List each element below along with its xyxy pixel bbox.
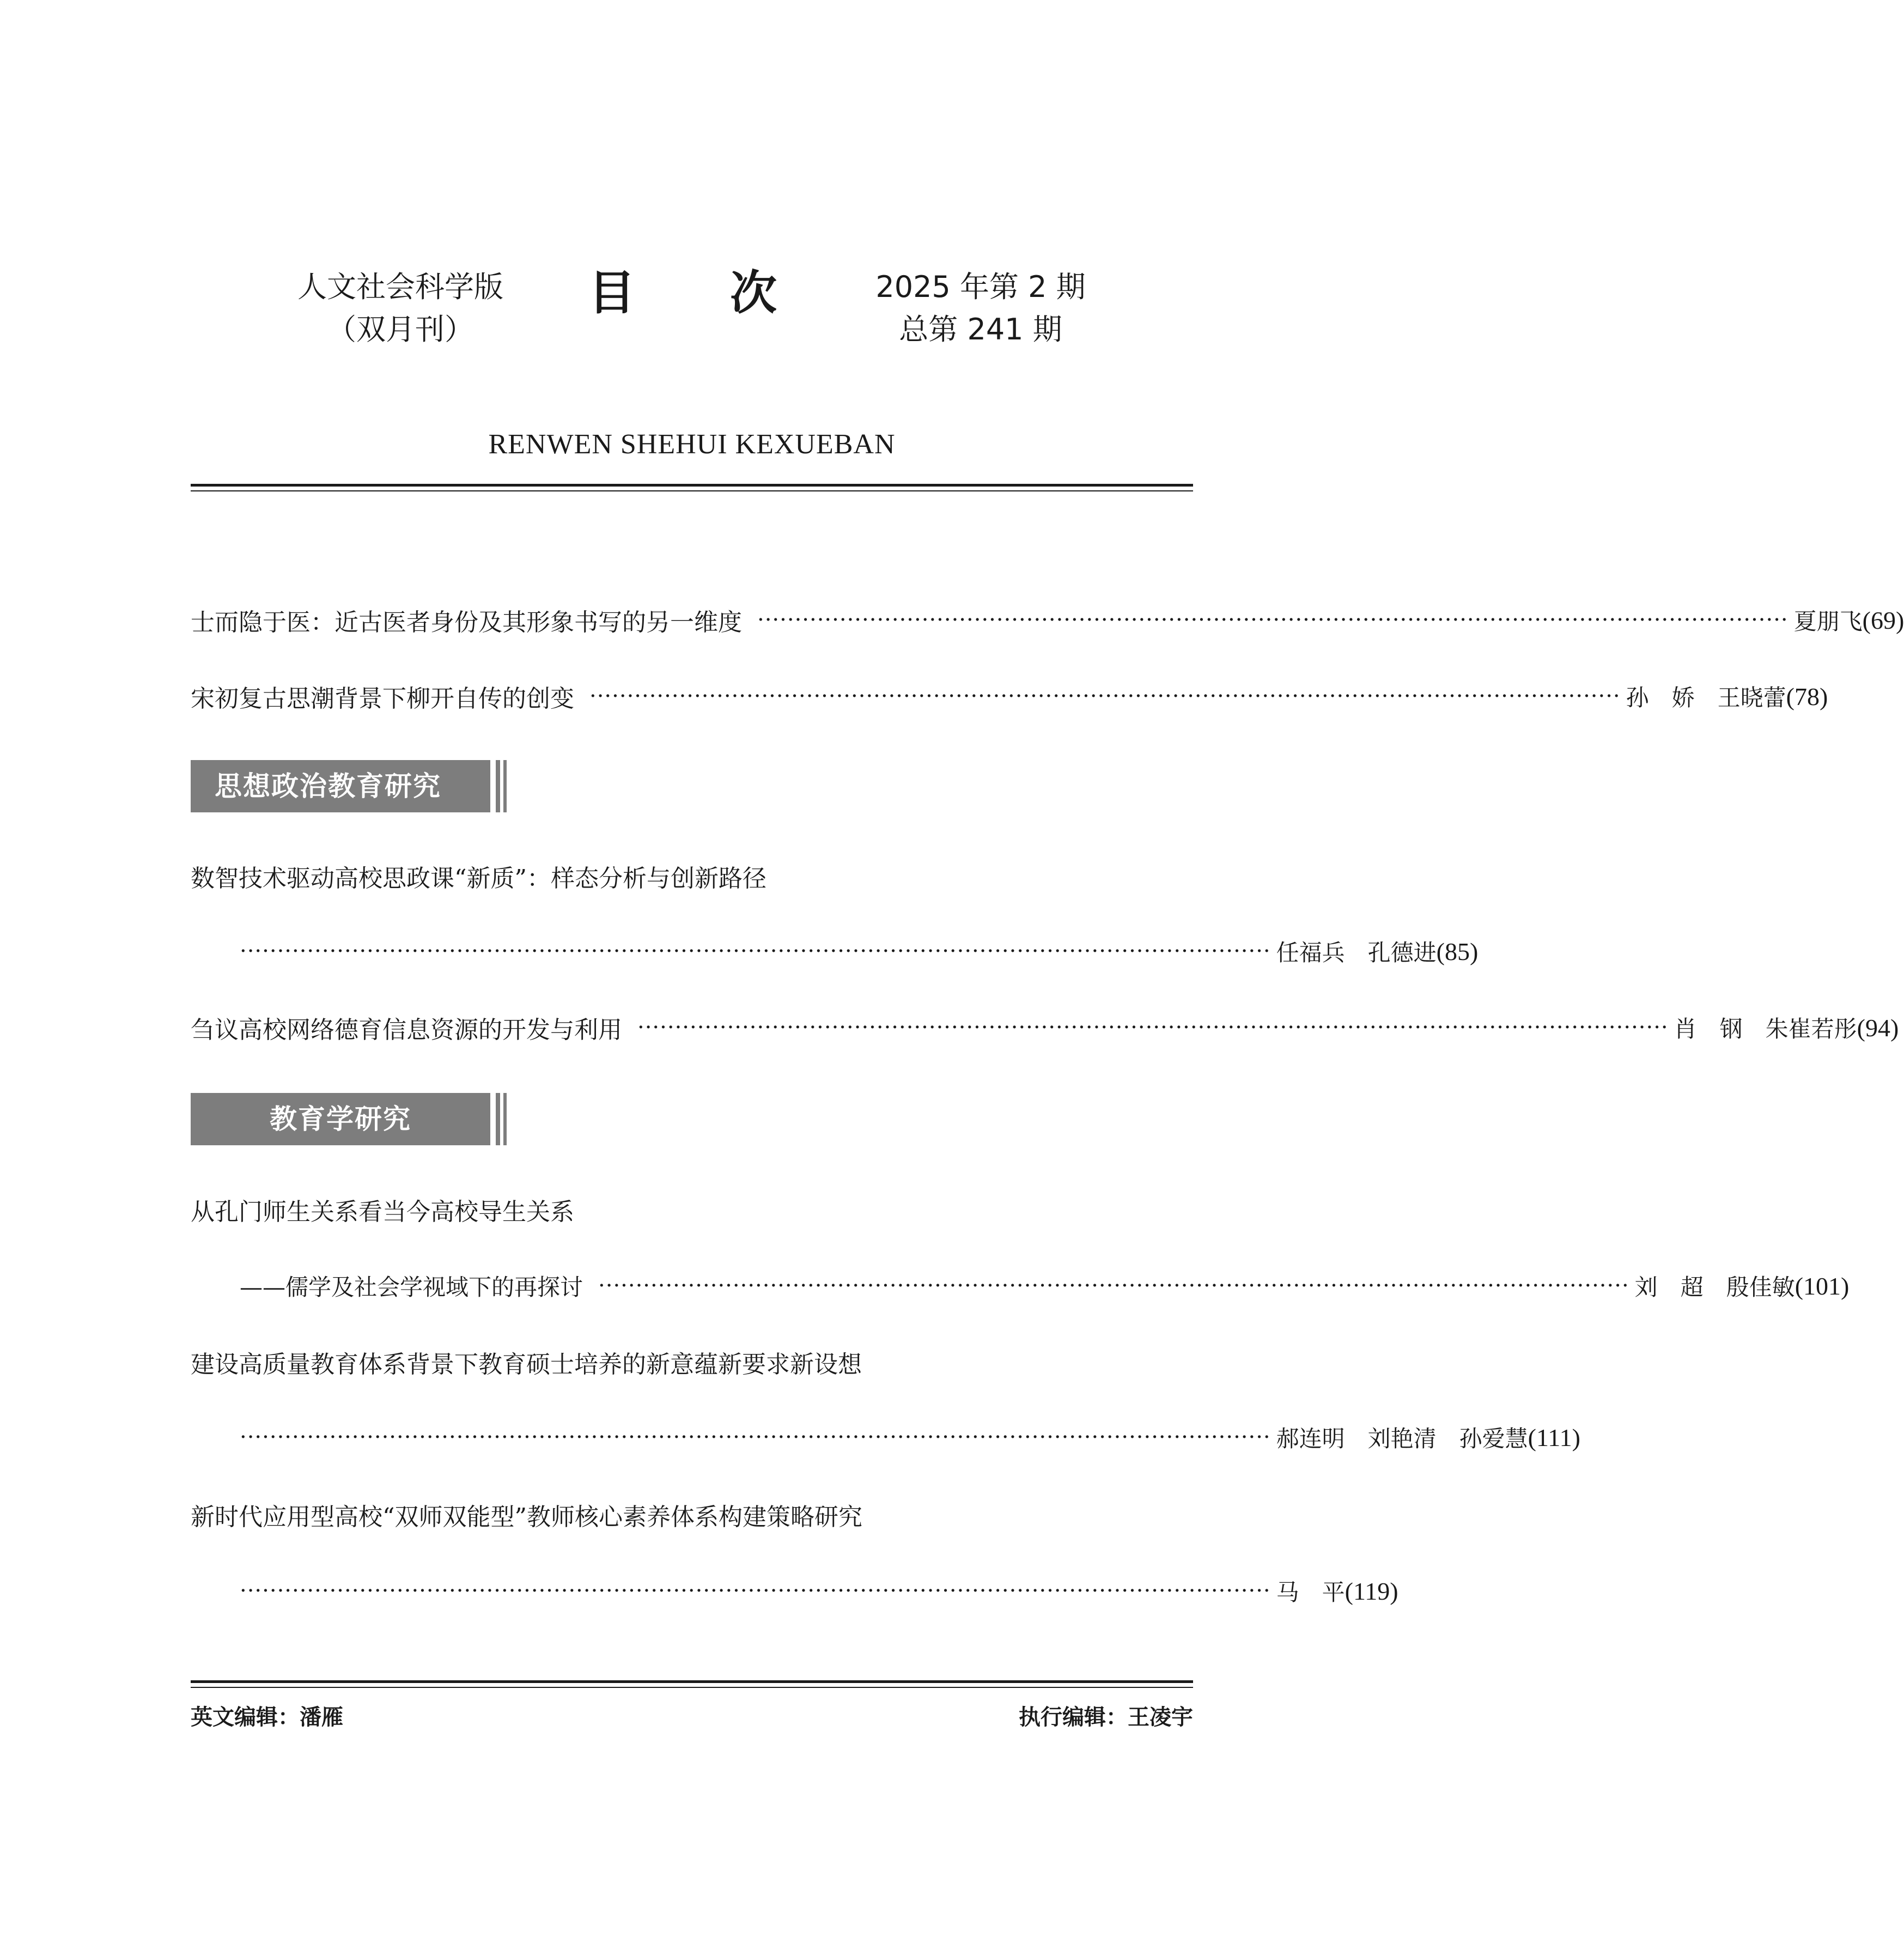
section-header-bar [496,1093,500,1145]
header-rule-thin [191,490,1193,491]
toc-entry[interactable] [191,1007,1899,1048]
footer-rule-thick [191,1680,1193,1683]
article-title: 士而隐于医：近古医者身份及其形象书写的另一维度 [191,609,742,636]
toc-entry[interactable] [191,676,1828,717]
leader-dots: ·········································································································································· [637,1015,1669,1040]
section-header-bar [503,760,507,812]
toc-entry-continuation[interactable] [240,1570,1398,1612]
toc-title-char-2: 次 [730,266,777,320]
article-title: 新时代应用型高校“双师双能型”教师核心素养体系构建策略研究 [191,1503,862,1531]
article-author: 任福兵 孔德进 [1276,939,1437,966]
edition-frequency: （双月刊） [327,312,474,347]
header-rule-thick [191,484,1193,487]
toc-title-char-1: 目 [588,266,635,320]
section-label: 思想政治教育研究 [191,760,490,812]
journal-edition [272,266,528,351]
leader-dots: ·········································································································································· [240,1578,1271,1603]
article-author: 肖 钢 朱崔若彤 [1674,1016,1857,1042]
article-title: 刍议高校网络德育信息资源的开发与利用 [191,1016,622,1044]
footer-rule-thin [191,1687,1193,1688]
leader-dots: ·········································································································································· [589,684,1621,709]
toc-entry[interactable] [191,1341,1193,1383]
article-page: (111) [1528,1423,1580,1451]
article-page: (119) [1345,1577,1398,1605]
article-page: (85) [1436,937,1479,965]
article-author: 郝连明 刘艳清 孙爱慧 [1276,1425,1528,1452]
article-author: 夏朋飞 [1793,608,1863,635]
article-title: 从孔门师生关系看当今高校导生关系 [191,1198,574,1226]
leader-dots: ·········································································································································· [240,1425,1271,1450]
section-header-bar [496,760,500,812]
toc-entry[interactable] [191,855,1193,897]
edition-name: 人文社会科学版 [297,270,503,304]
toc-entry-continuation[interactable] [240,931,1479,972]
journal-latin-title: RENWEN SHEHUI KEXUEBAN [488,429,896,460]
leader-dots: ·········································································································································· [757,608,1789,633]
section-header-bar [503,1093,507,1145]
section-header-ideological-education [191,760,507,812]
article-page: (101) [1794,1272,1850,1300]
section-label: 教育学研究 [191,1093,490,1145]
issue-info [861,266,1100,351]
article-page: (69) [1862,606,1904,634]
toc-entry-continuation[interactable] [240,1417,1580,1458]
article-author: 马 平 [1276,1579,1345,1606]
article-title: 建设高质量教育体系背景下教育硕士培养的新意蕴新要求新设想 [191,1351,862,1378]
issue-total-number: 总第 241 期 [899,312,1062,347]
executive-editor-credit: 执行编辑：王凌宇 [1019,1705,1193,1730]
toc-entry-continuation[interactable] [240,1265,1850,1307]
leader-dots: ·········································································································································· [240,939,1271,964]
toc-entry[interactable] [191,599,1904,641]
leader-dots: ·········································································································································· [598,1273,1629,1298]
toc-entry[interactable] [191,1189,1193,1230]
article-title: 数智技术驱动高校思政课“新质”：样态分析与创新路径 [191,865,767,892]
section-header-pedagogy [191,1093,507,1145]
article-title: 宋初复古思潮背景下柳开自传的创变 [191,685,574,713]
article-author: 刘 超 殷佳敏 [1634,1274,1795,1301]
issue-number: 2025 年第 2 期 [875,270,1086,304]
article-author: 孙 娇 王晓蕾 [1626,684,1786,711]
article-page: (78) [1786,682,1828,710]
article-page: (94) [1857,1013,1899,1042]
english-editor-credit: 英文编辑：潘雁 [191,1705,343,1730]
article-subtitle: ——儒学及社会学视域下的再探讨 [240,1274,583,1301]
toc-entry[interactable] [191,1494,1193,1535]
